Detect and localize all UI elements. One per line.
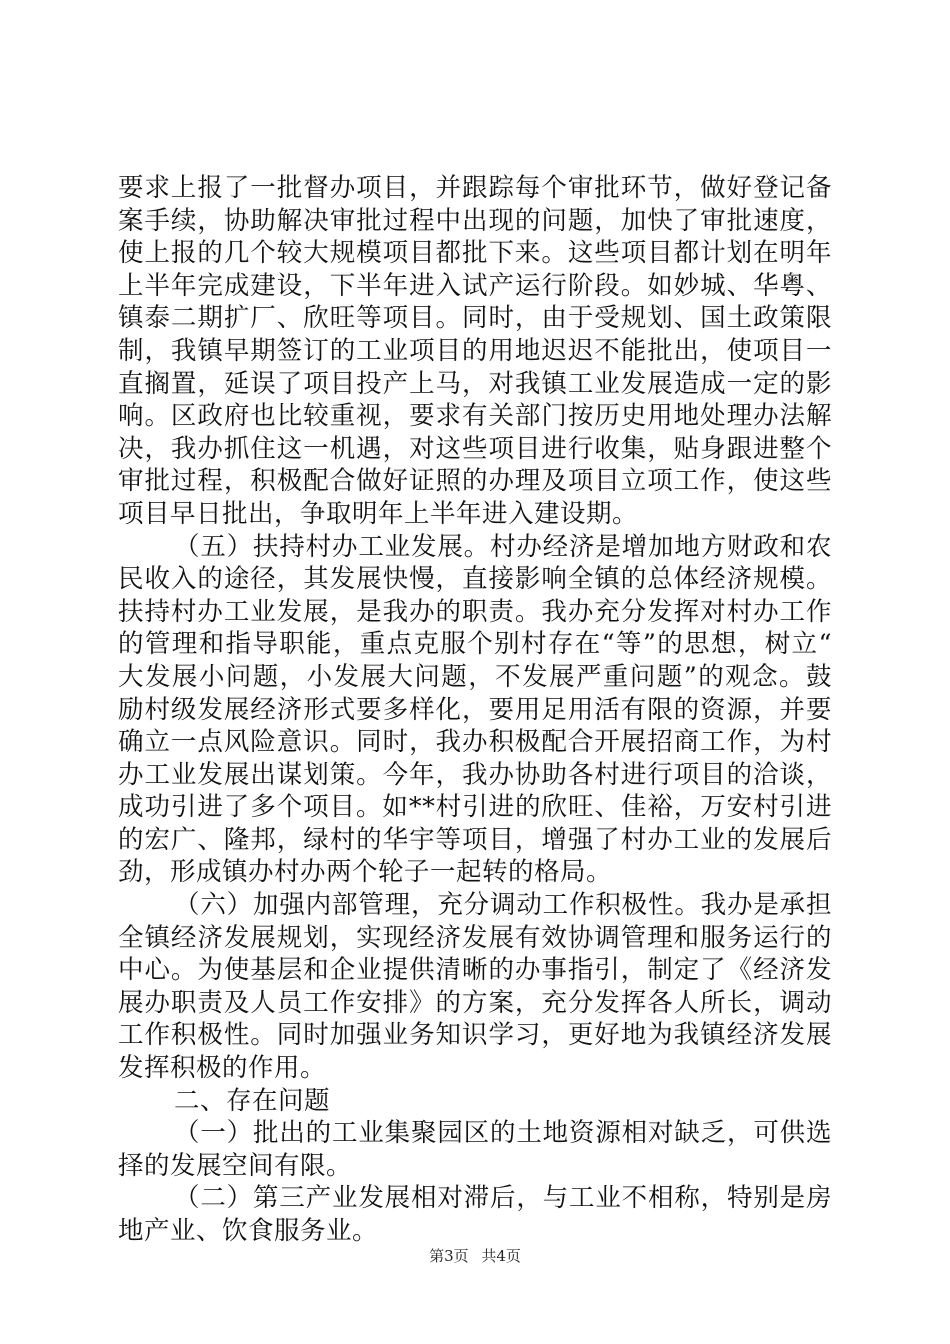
heading-existing-problems: 二、存在问题 bbox=[174, 1085, 331, 1116]
paragraph-continuation: 要求上报了一批督办项目，并跟踪每个审批环节，做好登记备案手续，协助解决审批过程中出现的问题，加快了审批速度，使上报的几个较大规模项目都批下来。这些项目都计划在明年上半年完成建设，下半年进入试产运行阶段。如妙城、华粤、镇泰二期扩厂、欣旺等项目。同时，由于受规划、国土政策限制，我镇早期签订的工业项目的用地迟迟不能批出，使项目一直搁置，延误了项目投产上马，对我镇工业发展造成一定的影响。区政府也比较重视，要求有关部门按历史用地处理办法解决，我办抓住这一机遇，对这些项目进行收集，贴身跟进整个审批过程，积极配合做好证照的办理及项目立项工作，使这些项目早日批出，争取明年上半年进入建设期。 bbox=[118, 173, 832, 529]
page-total: 共4页 bbox=[481, 1247, 521, 1265]
paragraph-problem-1: （一）批出的工业集聚园区的土地资源相对缺乏，可供选择的发展空间有限。 bbox=[118, 1118, 832, 1181]
document-body bbox=[118, 172, 832, 1248]
paragraph-section-6: （六）加强内部管理，充分调动工作积极性。我办是承担全镇经济发展规划，实现经济发展有效协调管理和服务运行的中心。为使基层和企业提供清晰的办事指引，制定了《经济发展办职责及人员工作安排》的方案，充分发挥各人所长，调动工作积极性。同时加强业务知识学习，更好地为我镇经济发展发挥积极的作用。 bbox=[118, 890, 832, 1084]
paragraph-section-5: （五）扶持村办工业发展。村办经济是增加地方财政和农民收入的途径，其发展快慢，直接影响全镇的总体经济规模。扶持村办工业发展，是我办的职责。我办充分发挥对村办工作的管理和指导职能，重点克服个别村存在“等”的思想，树立“大发展小问题，小发展大问题，不发展严重问题”的观念。鼓励村级发展经济形式要多样化，要用足用活有限的资源，并要确立一点风险意识。同时，我办积极配合开展招商工作，为村办工业发展出谋划策。今年，我办协助各村进行项目的洽谈，成功引进了多个项目。如**村引进的欣旺、佳裕，万安村引进的宏广、隆邦，绿村的华宇等项目，增强了村办工业的发展后劲，形成镇办村办两个轮子一起转的格局。 bbox=[118, 531, 832, 888]
paragraph-problem-2: （二）第三产业发展相对滞后，与工业不相称，特别是房地产业、饮食服务业。 bbox=[118, 1183, 832, 1246]
page-footer bbox=[0, 1246, 950, 1266]
page-number: 第3页 bbox=[429, 1247, 469, 1265]
